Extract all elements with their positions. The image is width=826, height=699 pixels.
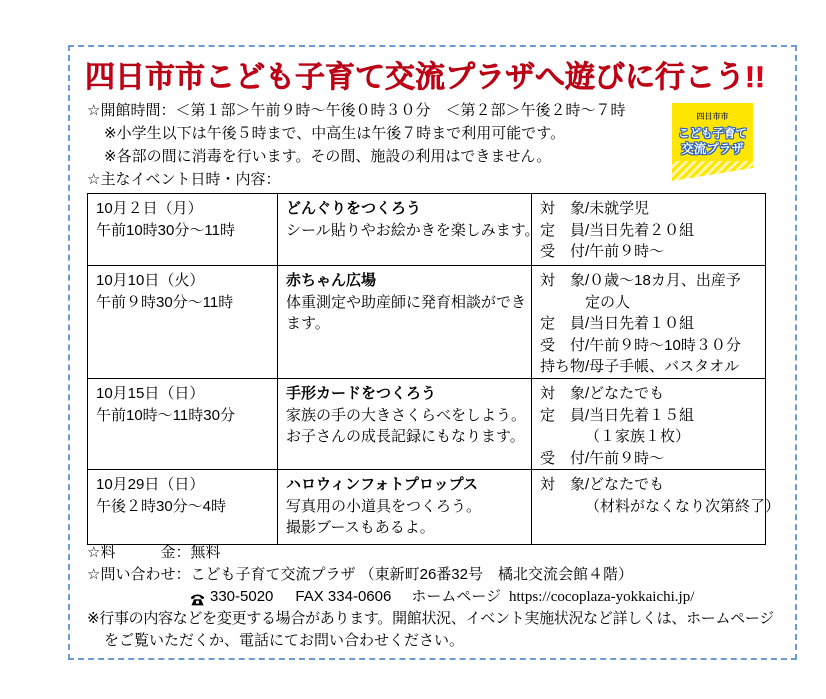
homepage-label: ホームページ [411,588,502,605]
footer-section [87,542,774,652]
hours-note: ※小学生以下は午後５時まで、中高生は午後７時まで利用可能です。 [104,125,566,142]
notice-line: ※行事の内容などを変更する場合があります。開館状況、イベント実施状況など詳しくは、ホームページ [87,610,774,627]
logo-name-line: こども子育て [678,128,747,140]
event-detail: 対 象/どなたでも [540,476,665,493]
fax-number: FAX 334-0606 [295,588,392,605]
event-datetime-cell [88,379,278,470]
events-heading: ☆主なイベント日時・内容： [87,171,281,188]
contact-numbers [87,586,774,608]
event-detail: 定 員/当日先着１０組 [540,315,695,332]
event-detail-continuation: （１家族１枚） [585,428,691,445]
hours-section [87,99,625,191]
event-detail: 対 象/どなたでも [540,385,665,402]
tel-number: 330-5020 [210,588,274,605]
events-table [87,193,781,545]
event-row [88,266,766,379]
event-description: 家族の手の大きさくらべをしよう。 [286,406,527,424]
event-detail: 対 象/０歳～18カ月、出産予 [540,272,741,289]
event-content-cell [278,470,532,545]
event-title: 赤ちゃん広場 [286,272,377,289]
event-description: 写真用の小道具をつくろう。 [286,497,482,515]
event-datetime-cell [88,470,278,545]
event-datetime-cell [88,194,278,266]
event-detail: 定 員/当日先着１５組 [540,406,695,424]
event-description: お子さんの成長記録にもなります。 [286,428,525,445]
event-time: 午前10時～11時30分 [96,406,235,424]
event-detail: 定 員/当日先着２０組 [540,221,695,239]
homepage-url: https://cocoplaza-yokkaichi.jp/ [509,589,695,605]
logo-stripes [672,161,753,181]
event-details-cell [532,266,766,379]
event-description: 体重測定や助産師に発育相談ができ [286,293,527,311]
hours-note: ※各部の間に消毒を行います。その間、施設の利用はできません。 [104,148,552,165]
notice-line: をご覧いただくか、電話にてお問い合わせください。 [104,632,465,649]
event-date: 10月29日（日） [96,476,205,493]
opening-hours: ☆開館時間：＜第１部＞午前９時～午後０時３０分 ＜第２部＞午後２時～７時 [87,102,626,119]
contact-line: ☆問い合わせ：こども子育て交流プラザ （東新町26番32号 橘北交流会館４階） [87,566,633,583]
event-detail-continuation: 定の人 [585,293,631,311]
event-title: どんぐりをつくろう [286,200,422,217]
event-description: シール貼りやお絵かきを楽しみます。 [286,221,540,239]
event-title: 手形カードをつくろう [286,385,437,402]
logo-name-line: 交流プラザ [681,142,744,156]
event-time: 午前９時30分～11時 [96,293,234,311]
event-detail: 持ち物/母子手帳、バスタオル [540,358,740,375]
event-description: ます。 [286,315,330,332]
event-row [88,470,766,545]
event-details-cell [532,194,766,266]
event-detail: 受 付/午前９時～ [540,449,665,467]
event-row [88,194,766,266]
phone-icon [190,591,205,604]
event-time: 午前10時30分～11時 [96,221,235,239]
event-description: 撮影ブースもあるよ。 [286,519,435,536]
event-row [88,379,766,470]
event-content-cell [278,379,532,470]
plaza-logo [672,103,753,181]
fee-line: ☆料 金：無料 [87,544,221,561]
event-detail: 対 象/未就学児 [540,200,650,217]
event-detail-continuation: （材料がなくなり次第終了） [585,497,781,515]
event-date: 10月15日（日） [96,385,205,402]
logo-city-text: 四日市市 [696,112,729,121]
event-time: 午後２時30分～4時 [96,497,227,515]
event-detail: 受 付/午前９時～ [540,243,665,260]
event-datetime-cell [88,266,278,379]
event-content-cell [278,266,532,379]
event-title: ハロウィンフォトプロップス [286,476,479,493]
event-detail: 受 付/午前９時～10時３０分 [540,336,741,354]
event-date: 10月２日（月） [96,200,203,217]
event-details-cell [532,470,781,545]
page-title: 四日市市こども子育て交流プラザへ遊びに行こう!! [85,61,765,94]
event-content-cell [278,194,540,266]
event-details-cell [532,379,766,470]
event-date: 10月10日（火） [96,272,205,289]
